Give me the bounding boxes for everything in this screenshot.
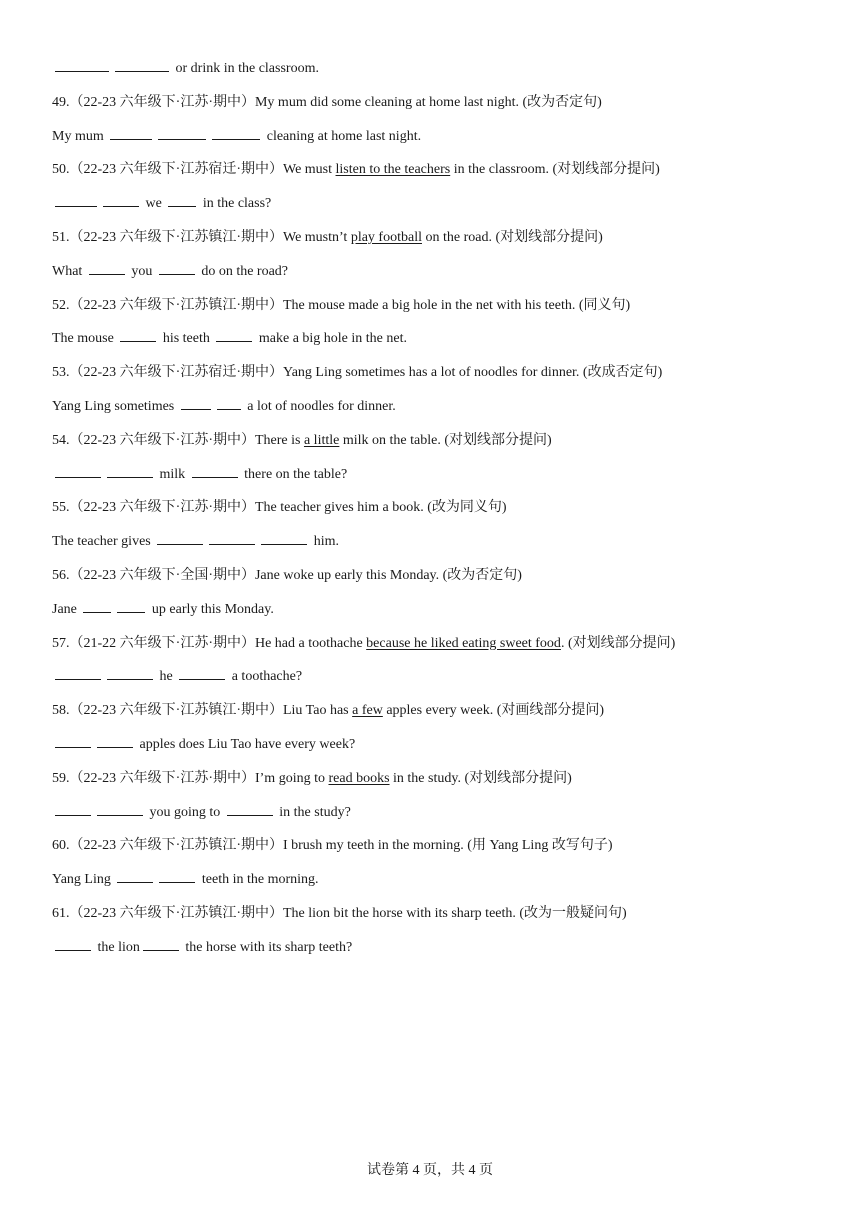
line-text: What — [52, 263, 86, 279]
answer-blank[interactable] — [89, 260, 125, 275]
exercise-line — [52, 733, 820, 767]
line-text: 55.（22-23 六年级下·江苏·期中）The teacher gives him a book. (改为同义句) — [52, 500, 507, 516]
line-text: 57.（21-22 六年级下·江苏·期中）He had a toothache — [52, 635, 367, 651]
answer-blank[interactable] — [110, 125, 152, 140]
answer-blank[interactable] — [117, 598, 145, 613]
exercise-line — [52, 936, 820, 970]
line-text: Yang Ling — [52, 872, 115, 888]
line-text: in the class? — [199, 196, 272, 212]
exercise-line — [52, 801, 820, 835]
line-text: milk — [156, 466, 189, 482]
exercise-line — [52, 192, 820, 226]
line-text: a toothache? — [228, 669, 303, 685]
answer-blank[interactable] — [217, 395, 241, 410]
line-text: apples does Liu Tao have every week? — [136, 736, 356, 752]
answer-blank[interactable] — [103, 192, 139, 207]
line-text: or drink in the classroom. — [172, 61, 319, 76]
line-text: 60.（22-23 六年级下·江苏镇江·期中）I brush my teeth in the morning. (用 Yang Ling 改写句子) — [52, 838, 613, 854]
exercise-line — [52, 294, 820, 328]
exercise-line — [52, 429, 820, 463]
line-text: Yang Ling sometimes — [52, 398, 178, 414]
answer-blank[interactable] — [55, 733, 91, 748]
answer-blank[interactable] — [212, 125, 260, 140]
line-text: up early this Monday. — [148, 601, 274, 617]
exercise-line — [52, 91, 820, 125]
line-text: in the study. (对划线部分提问) — [389, 770, 572, 786]
line-text: apples every week. (对画线部分提问) — [382, 703, 605, 719]
exercise-line — [52, 463, 820, 497]
line-text: you — [127, 263, 156, 279]
line-text: 54.（22-23 六年级下·江苏·期中）There is — [52, 432, 304, 448]
line-text: a lot of noodles for dinner. — [243, 398, 396, 414]
exercise-line — [52, 834, 820, 868]
line-text: The teacher gives — [52, 534, 155, 550]
exercise-line — [52, 665, 820, 699]
exercise-line — [52, 158, 820, 192]
line-text: in the classroom. (对划线部分提问) — [450, 162, 660, 178]
line-text: milk on the table. (对划线部分提问) — [339, 432, 552, 448]
line-text: 50.（22-23 六年级下·江苏宿迁·期中）We must — [52, 162, 336, 178]
answer-blank[interactable] — [115, 57, 169, 72]
exercise-line — [52, 361, 820, 395]
answer-blank[interactable] — [55, 936, 91, 951]
line-text: 56.（22-23 六年级下·全国·期中）Jane woke up early this Monday. (改为否定句) — [52, 567, 522, 583]
answer-blank[interactable] — [55, 192, 97, 207]
line-text: 52.（22-23 六年级下·江苏镇江·期中）The mouse made a big hole in the net with his teeth. (同义句) — [52, 297, 631, 313]
line-text: Jane — [52, 601, 81, 617]
answer-blank[interactable] — [192, 463, 238, 478]
exercise-line — [52, 260, 820, 294]
line-text: teeth in the morning. — [198, 872, 319, 888]
exercise-line — [52, 395, 820, 429]
answer-blank[interactable] — [209, 530, 255, 545]
line-text: cleaning at home last night. — [263, 128, 422, 144]
answer-blank[interactable] — [261, 530, 307, 545]
answer-blank[interactable] — [120, 327, 156, 342]
underlined-phrase: a little — [303, 432, 340, 448]
answer-blank[interactable] — [55, 57, 109, 72]
exercise-line — [52, 902, 820, 936]
answer-blank[interactable] — [117, 868, 153, 883]
exercise-line — [52, 699, 820, 733]
answer-blank[interactable] — [179, 665, 225, 680]
exercise-line — [52, 632, 820, 666]
answer-blank[interactable] — [107, 665, 153, 680]
answer-blank[interactable] — [157, 530, 203, 545]
underlined-phrase: because he liked eating sweet food — [366, 635, 561, 651]
answer-blank[interactable] — [83, 598, 111, 613]
line-text: on the road. (对划线部分提问) — [421, 229, 603, 245]
line-text: make a big hole in the net. — [255, 331, 407, 347]
line-text: the horse with its sharp teeth? — [181, 939, 353, 955]
answer-blank[interactable] — [158, 125, 206, 140]
line-text: 61.（22-23 六年级下·江苏镇江·期中）The lion bit the horse with its sharp teeth. (改为一般疑问句) — [52, 905, 627, 921]
answer-blank[interactable] — [216, 327, 252, 342]
exercise-line — [52, 868, 820, 902]
answer-blank[interactable] — [97, 733, 133, 748]
exercise-line — [52, 57, 820, 91]
line-text: you going to — [146, 804, 224, 820]
answer-blank[interactable] — [143, 936, 179, 951]
line-text: 58.（22-23 六年级下·江苏镇江·期中）Liu Tao has — [52, 703, 353, 719]
answer-blank[interactable] — [55, 665, 101, 680]
line-text: My mum — [52, 128, 108, 144]
page-footer: 试卷第 4 页，共 4 页 — [367, 1163, 493, 1178]
line-text: in the study? — [275, 804, 351, 820]
underlined-phrase: read books — [328, 770, 390, 786]
answer-blank[interactable] — [107, 463, 153, 478]
answer-blank[interactable] — [227, 801, 273, 816]
line-text: The mouse — [52, 331, 118, 347]
line-text: he — [156, 669, 177, 685]
line-text: him. — [310, 534, 340, 550]
line-text: 53.（22-23 六年级下·江苏宿迁·期中）Yang Ling sometimes has a lot of noodles for dinner. (改成否定句) — [52, 365, 663, 381]
answer-blank[interactable] — [55, 801, 91, 816]
exercise-line — [52, 496, 820, 530]
line-text: his teeth — [159, 331, 214, 347]
line-text: 49.（22-23 六年级下·江苏·期中）My mum did some cleaning at home last night. (改为否定句) — [52, 94, 602, 110]
answer-blank[interactable] — [181, 395, 211, 410]
exercise-line — [52, 767, 820, 801]
exercise-line — [52, 125, 820, 159]
answer-blank[interactable] — [55, 463, 101, 478]
line-text: the lion — [94, 939, 140, 955]
exercise-line — [52, 530, 820, 564]
underlined-phrase: a few — [352, 703, 383, 719]
line-text: 51.（22-23 六年级下·江苏镇江·期中）We mustn’t — [52, 229, 351, 245]
exercise-line — [52, 598, 820, 632]
exercise-line — [52, 564, 820, 598]
exercise-line — [52, 327, 820, 361]
line-text: there on the table? — [240, 466, 348, 482]
exam-page-body — [52, 57, 820, 970]
answer-blank[interactable] — [97, 801, 143, 816]
underlined-phrase: play football — [350, 229, 422, 245]
answer-blank[interactable] — [159, 868, 195, 883]
answer-blank[interactable] — [159, 260, 195, 275]
answer-blank[interactable] — [168, 192, 196, 207]
line-text: 59.（22-23 六年级下·江苏·期中）I’m going to — [52, 770, 329, 786]
line-text: do on the road? — [197, 263, 289, 279]
line-text: . (对划线部分提问) — [560, 635, 676, 651]
exercise-line — [52, 226, 820, 260]
underlined-phrase: listen to the teachers — [335, 162, 451, 178]
line-text: we — [142, 196, 166, 212]
